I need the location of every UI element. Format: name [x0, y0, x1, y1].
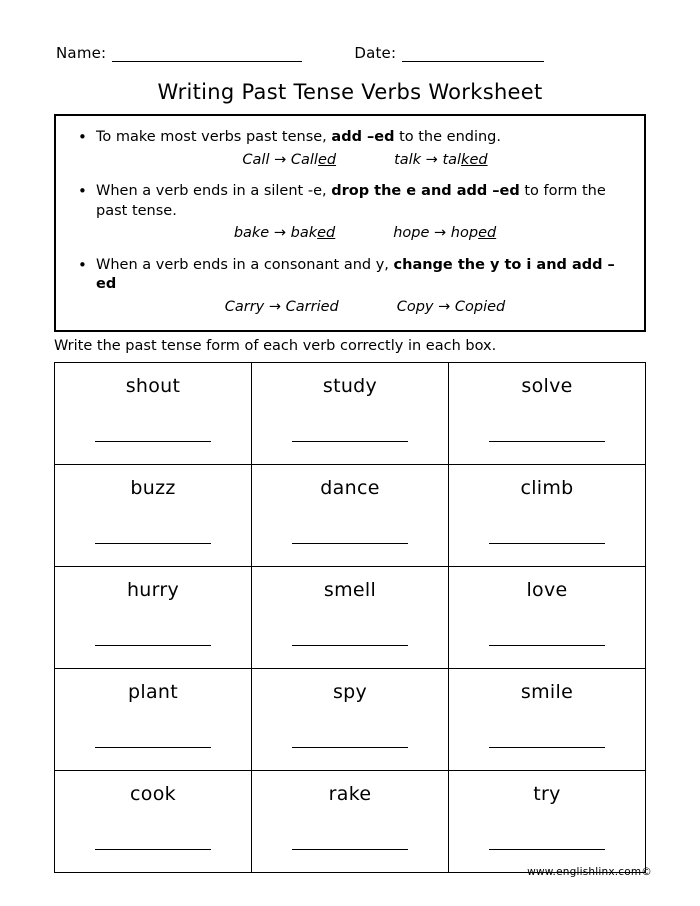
name-date-row — [48, 44, 652, 62]
rule-text-before: When a verb ends in a consonant and y, — [96, 256, 394, 273]
date-input-line[interactable] — [402, 46, 544, 62]
answer-line[interactable] — [95, 441, 211, 442]
answer-line[interactable] — [489, 849, 605, 850]
table-row — [55, 362, 646, 464]
verb-cell[interactable] — [55, 566, 252, 668]
rule-examples — [96, 224, 630, 244]
rule-text-bold: add –ed — [331, 129, 395, 145]
example-result: hop — [450, 225, 479, 242]
example — [397, 298, 506, 318]
example-result-suffix: ed — [317, 151, 337, 168]
verb-word: smell — [323, 578, 377, 601]
name-label: Name: — [56, 44, 107, 62]
verb-cell[interactable] — [55, 668, 252, 770]
verb-cell[interactable] — [55, 464, 252, 566]
example-result: Carried — [285, 298, 339, 315]
answer-line[interactable] — [292, 747, 408, 748]
verb-cell[interactable] — [55, 362, 252, 464]
rule-examples — [96, 151, 630, 171]
footer-credit[interactable]: www.englishlinx.com© — [527, 866, 652, 878]
example-result: tal — [442, 151, 462, 168]
verb-word: cook — [130, 782, 176, 805]
name-field — [56, 44, 302, 62]
rule-text-bold: change the y to i and add –ed — [96, 256, 615, 293]
example-result: Copied — [454, 298, 506, 315]
answer-line[interactable] — [95, 543, 211, 544]
example-base: talk — [394, 151, 422, 168]
verb-word: dance — [320, 476, 380, 499]
date-field — [354, 44, 544, 62]
verb-word: plant — [128, 680, 178, 703]
verb-cell[interactable] — [449, 668, 646, 770]
rule-text — [96, 256, 630, 295]
example — [242, 151, 336, 171]
verb-word: buzz — [130, 476, 176, 499]
rule-item — [70, 182, 630, 244]
rule-text — [96, 128, 630, 148]
answer-line[interactable] — [95, 747, 211, 748]
verb-grid — [54, 362, 646, 873]
example — [393, 224, 496, 244]
answer-line[interactable] — [95, 645, 211, 646]
arrow-icon: → — [273, 225, 286, 242]
verb-word: study — [322, 374, 378, 397]
example-base: Carry — [224, 298, 265, 315]
example-result: bak — [290, 225, 318, 242]
verb-word: smile — [520, 680, 574, 703]
example-result-suffix: ked — [461, 151, 488, 168]
rules-list — [70, 128, 630, 318]
example-base: Call — [242, 151, 270, 168]
verb-word: climb — [520, 476, 574, 499]
verb-cell[interactable] — [449, 770, 646, 872]
example-result: Call — [290, 151, 318, 168]
example — [394, 151, 488, 171]
rule-text-before: To make most verbs past tense, — [96, 129, 332, 145]
rule-text — [96, 182, 630, 221]
rule-text-after: to the ending. — [394, 129, 501, 145]
example-result-suffix: ed — [478, 225, 497, 242]
verb-cell[interactable] — [55, 770, 252, 872]
verb-word: solve — [521, 374, 573, 397]
date-label: Date: — [354, 44, 397, 62]
rules-box — [54, 114, 646, 332]
example — [234, 224, 335, 244]
verb-word: love — [526, 578, 568, 601]
verb-word: spy — [332, 680, 368, 703]
example — [225, 298, 339, 318]
table-row — [55, 770, 646, 872]
verb-cell[interactable] — [449, 362, 646, 464]
example-base: Copy — [396, 298, 434, 315]
verb-cell[interactable] — [449, 464, 646, 566]
verb-cell[interactable] — [252, 770, 449, 872]
verb-word: try — [533, 782, 561, 805]
arrow-icon: → — [425, 151, 438, 168]
answer-line[interactable] — [489, 543, 605, 544]
verb-cell[interactable] — [252, 566, 449, 668]
table-row — [55, 566, 646, 668]
verb-cell[interactable] — [252, 668, 449, 770]
arrow-icon: → — [268, 298, 282, 315]
verb-word: shout — [125, 374, 181, 397]
verb-word: rake — [328, 782, 372, 805]
answer-line[interactable] — [292, 441, 408, 442]
verb-word: hurry — [126, 578, 180, 601]
example-base: bake — [233, 225, 270, 242]
page-title: Writing Past Tense Verbs Worksheet — [157, 80, 543, 104]
answer-line[interactable] — [95, 849, 211, 850]
rule-item — [70, 128, 630, 170]
instruction-text: Write the past tense form of each verb correctly in each box. — [54, 337, 497, 354]
example-result-suffix: ed — [317, 225, 336, 242]
arrow-icon: → — [274, 151, 287, 168]
answer-line[interactable] — [489, 645, 605, 646]
table-row — [55, 668, 646, 770]
rule-text-after: to form the past tense. — [96, 183, 606, 219]
rule-item — [70, 256, 630, 318]
arrow-icon: → — [434, 225, 447, 242]
answer-line[interactable] — [489, 747, 605, 748]
verb-cell[interactable] — [252, 362, 449, 464]
rule-text-bold: drop the e and add –ed — [331, 183, 520, 200]
verb-cell[interactable] — [449, 566, 646, 668]
example-base: hope — [393, 225, 430, 242]
table-row — [55, 464, 646, 566]
answer-line[interactable] — [292, 645, 408, 646]
name-input-line[interactable] — [112, 46, 302, 62]
answer-line[interactable] — [489, 441, 605, 442]
rule-examples — [96, 298, 630, 318]
verb-cell[interactable] — [252, 464, 449, 566]
answer-line[interactable] — [292, 543, 408, 544]
answer-line[interactable] — [292, 849, 408, 850]
rule-text-before: When a verb ends in a silent -e, — [96, 183, 332, 200]
arrow-icon: → — [438, 298, 451, 315]
